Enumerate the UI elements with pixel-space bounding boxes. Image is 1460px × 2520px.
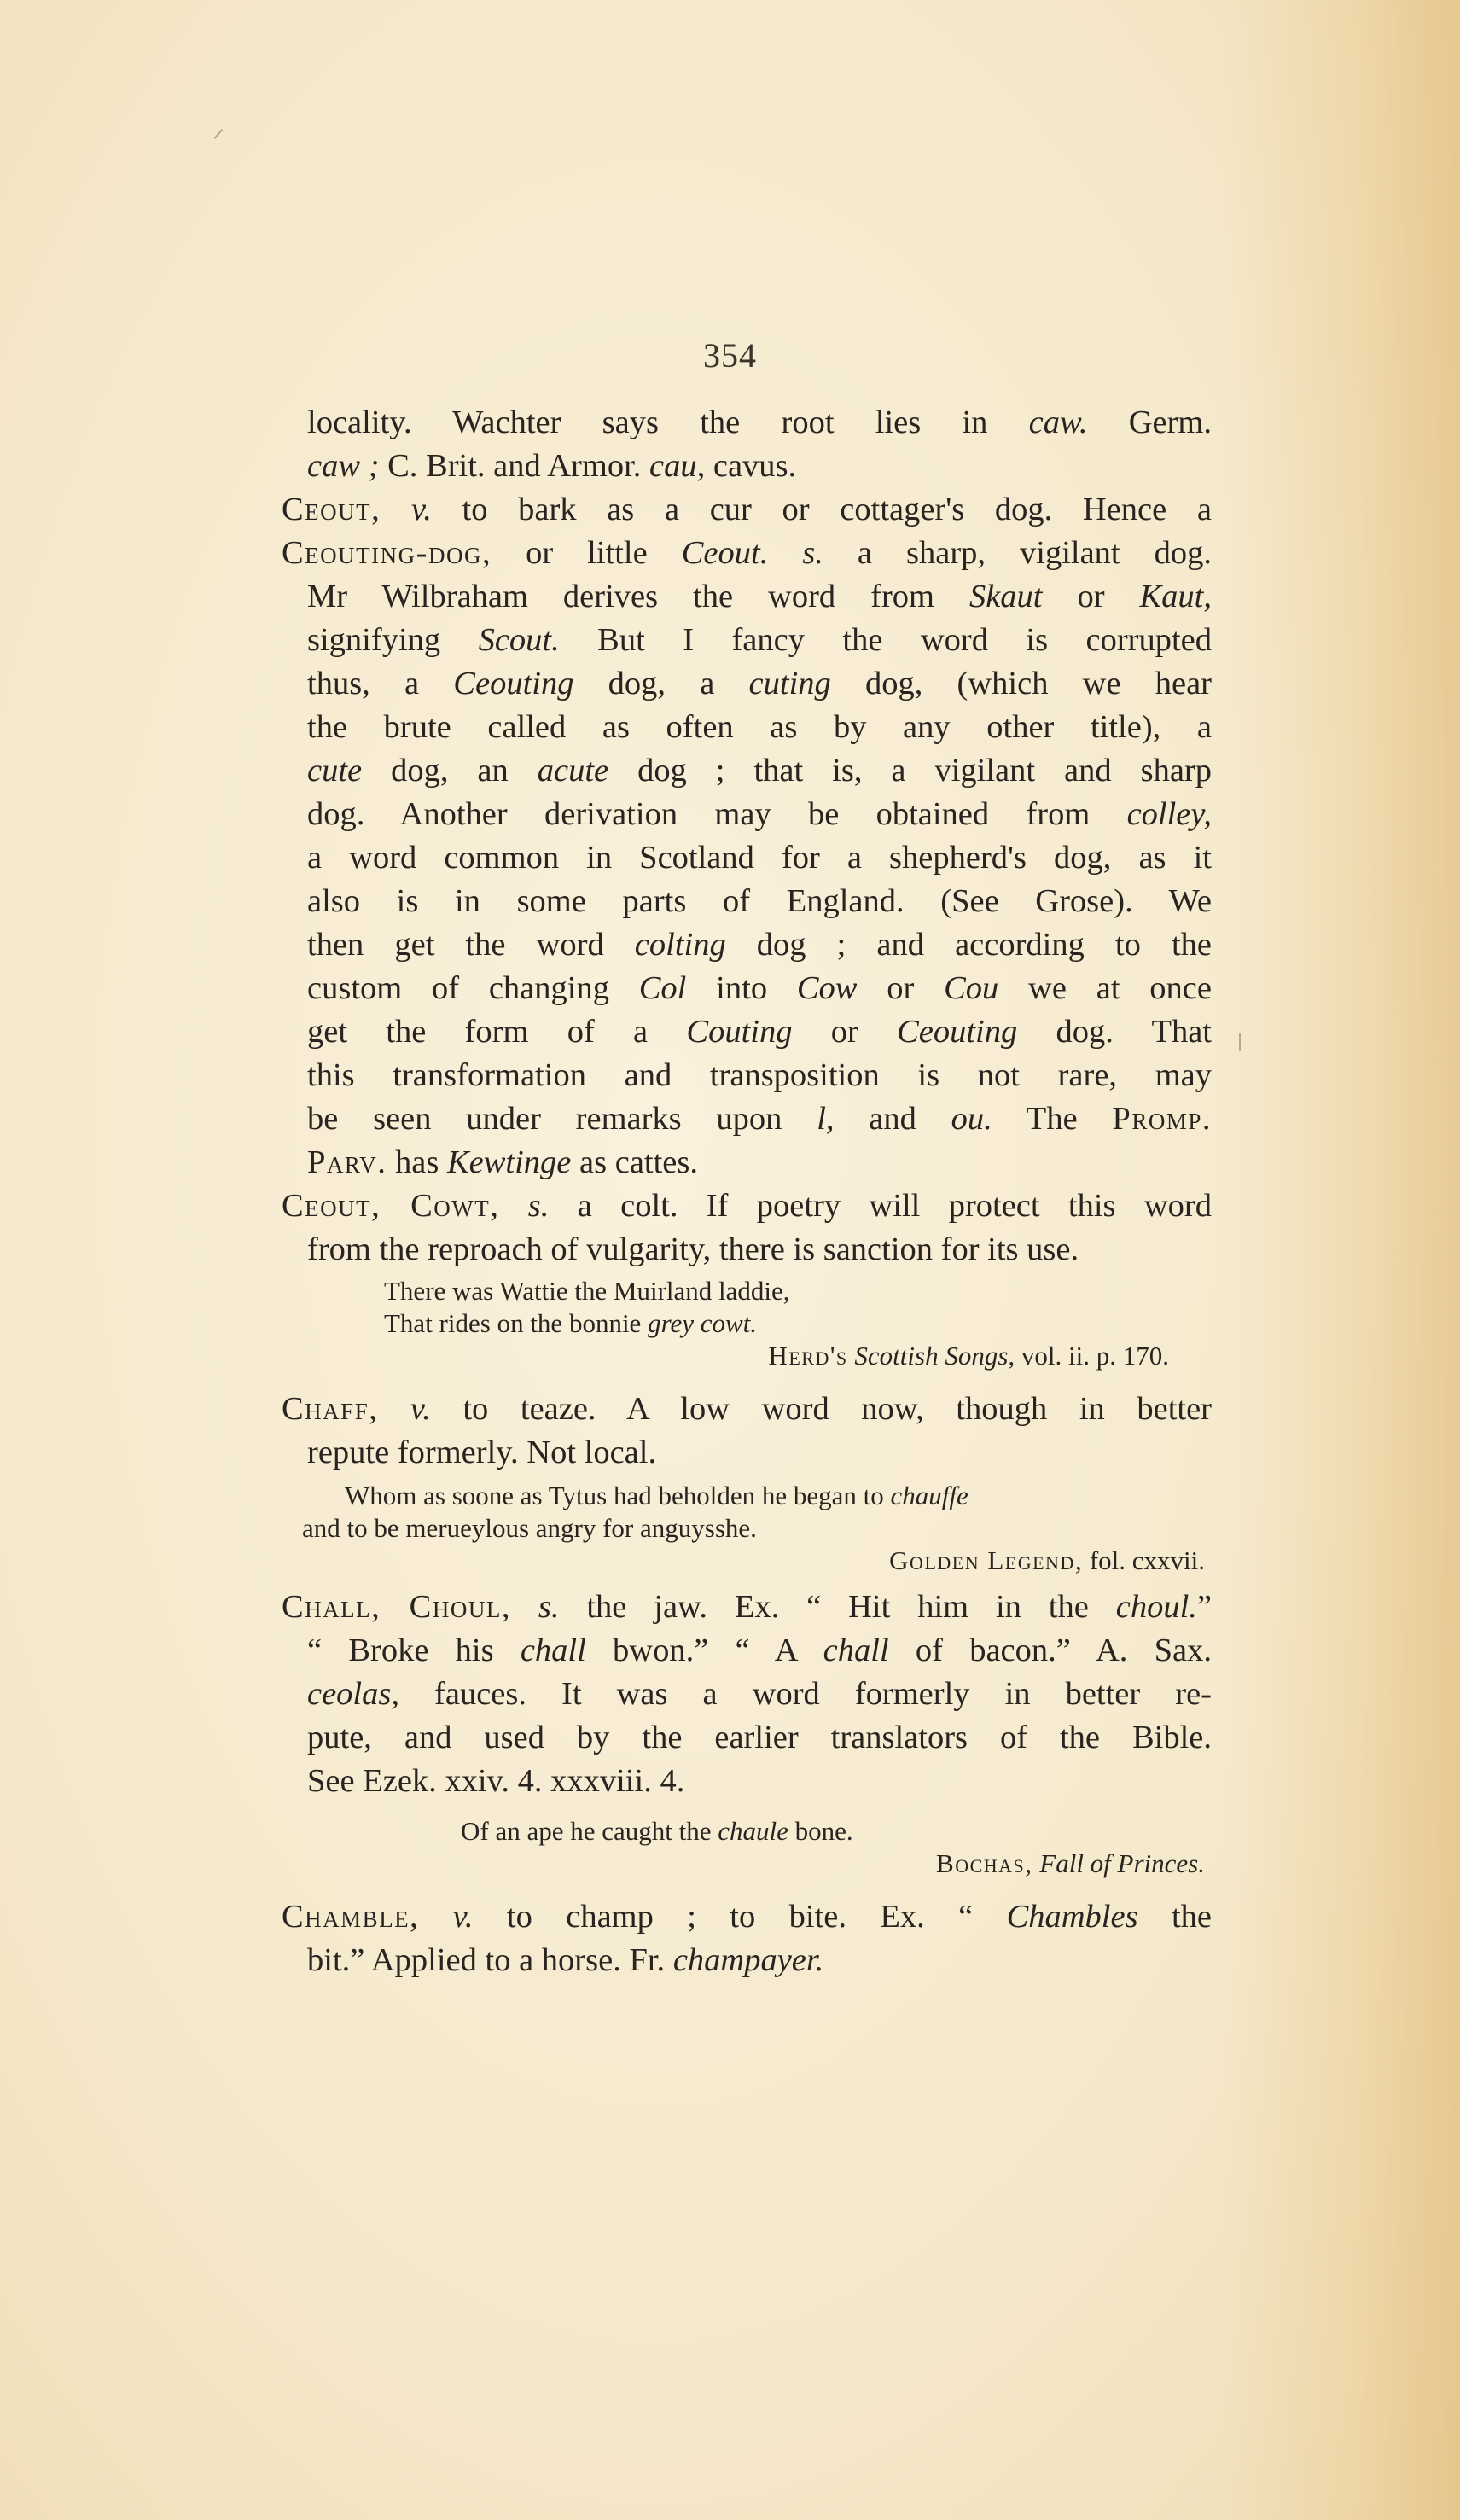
text-line: caw ; C. Brit. and Armor. cau, cavus. <box>307 448 797 484</box>
text-line: then get the word colting dog ; and according to the <box>307 927 1212 963</box>
text-line: Parv. has Kewtinge as cattes. <box>307 1144 698 1180</box>
text-line: thus, a Ceouting dog, a cuting dog, (which we hear <box>307 666 1212 701</box>
text-line: be seen under remarks upon l, and ou. The Promp. <box>307 1101 1212 1137</box>
text-line: locality. Wachter says the root lies in caw. Germ. <box>307 404 1212 440</box>
quote-line: There was Wattie the Muirland laddie, <box>384 1276 790 1306</box>
entry-ceouting-dog: Ceouting-dog, or little Ceout. s. a sharp, vigilant dog. <box>282 535 1212 571</box>
quote-line: Of an ape he caught the chaule bone. <box>461 1816 853 1846</box>
text-line: Mr Wilbraham derives the word from Skaut or Kaut, <box>307 579 1212 614</box>
text-line: pute, and used by the earlier translators of the Bible. <box>307 1720 1212 1755</box>
text-line: a word common in Scotland for a shepherd's dog, as it <box>307 840 1212 876</box>
text-line: See Ezek. xxiv. 4. xxxviii. 4. <box>307 1763 685 1799</box>
headword: Chaff, <box>282 1391 379 1427</box>
dictionary-text <box>282 401 1212 1982</box>
quote-source: Bochas, Fall of Princes. <box>936 1848 1205 1878</box>
text-line: dog. Another derivation may be obtained from colley, <box>307 796 1212 832</box>
quote-source: Herd's Scottish Songs, vol. ii. p. 170. <box>768 1341 1169 1371</box>
text-line: repute formerly. Not local. <box>307 1435 657 1470</box>
text-line: custom of changing Col into Cow or Cou we at once <box>307 970 1212 1006</box>
quotation-herd <box>282 1275 1212 1372</box>
text-line: ceolas, fauces. It was a word formerly in better re- <box>307 1676 1212 1712</box>
entry-ceout-cowt: Ceout, Cowt, s. a colt. If poetry will protect this word <box>282 1188 1212 1224</box>
quote-source: Golden Legend, fol. cxxvii. <box>889 1545 1205 1575</box>
page-number: 354 <box>703 336 757 375</box>
headword: Chamble, <box>282 1899 420 1935</box>
headword: Chall, Choul, <box>282 1589 511 1625</box>
text-line: cute dog, an acute dog ; that is, a vigilant and sharp <box>307 753 1212 789</box>
quote-line: and to be merueylous angry for anguysshe. <box>302 1513 757 1543</box>
text-line: this transformation and transposition is not rare, may <box>307 1057 1212 1093</box>
headword: Ceout, <box>282 492 381 527</box>
entry-chaff: Chaff, v. to teaze. A low word now, though in better <box>282 1391 1212 1427</box>
text-line: signifying Scout. But I fancy the word is corrupted <box>307 622 1212 658</box>
text-line: the brute called as often as by any other title), a <box>307 709 1212 745</box>
entry-chall-choul: Chall, Choul, s. the jaw. Ex. “ Hit him in the choul.” <box>282 1589 1212 1625</box>
headword: Ceout, Cowt, <box>282 1188 500 1224</box>
text-line: get the form of a Couting or Ceouting dog. That <box>307 1014 1213 1050</box>
quotation-bochas <box>282 1815 1212 1880</box>
text-line: also is in some parts of England. (See Grose). We <box>307 883 1212 919</box>
text-line: “ Broke his chall bwon.” “ A chall of bacon.” A. Sax. <box>307 1632 1212 1668</box>
headword: Ceouting-dog, <box>282 535 492 571</box>
text-line: bit.” Applied to a horse. Fr. champayer. <box>307 1942 824 1978</box>
quote-line: That rides on the bonnie grey cowt. <box>384 1308 758 1338</box>
entry-ceout: Ceout, v. to bark as a cur or cottager's dog. Hence a <box>282 492 1212 527</box>
stray-mark <box>214 129 224 139</box>
quotation-golden-legend <box>282 1480 1212 1577</box>
text-line: from the reproach of vulgarity, there is sanction for its use. <box>307 1231 1079 1267</box>
entry-chamble: Chamble, v. to champ ; to bite. Ex. “ Chambles the <box>282 1899 1212 1935</box>
quote-line: Whom as soone as Tytus had beholden he began to chauffe <box>345 1481 968 1510</box>
stray-mark <box>1239 1033 1241 1051</box>
